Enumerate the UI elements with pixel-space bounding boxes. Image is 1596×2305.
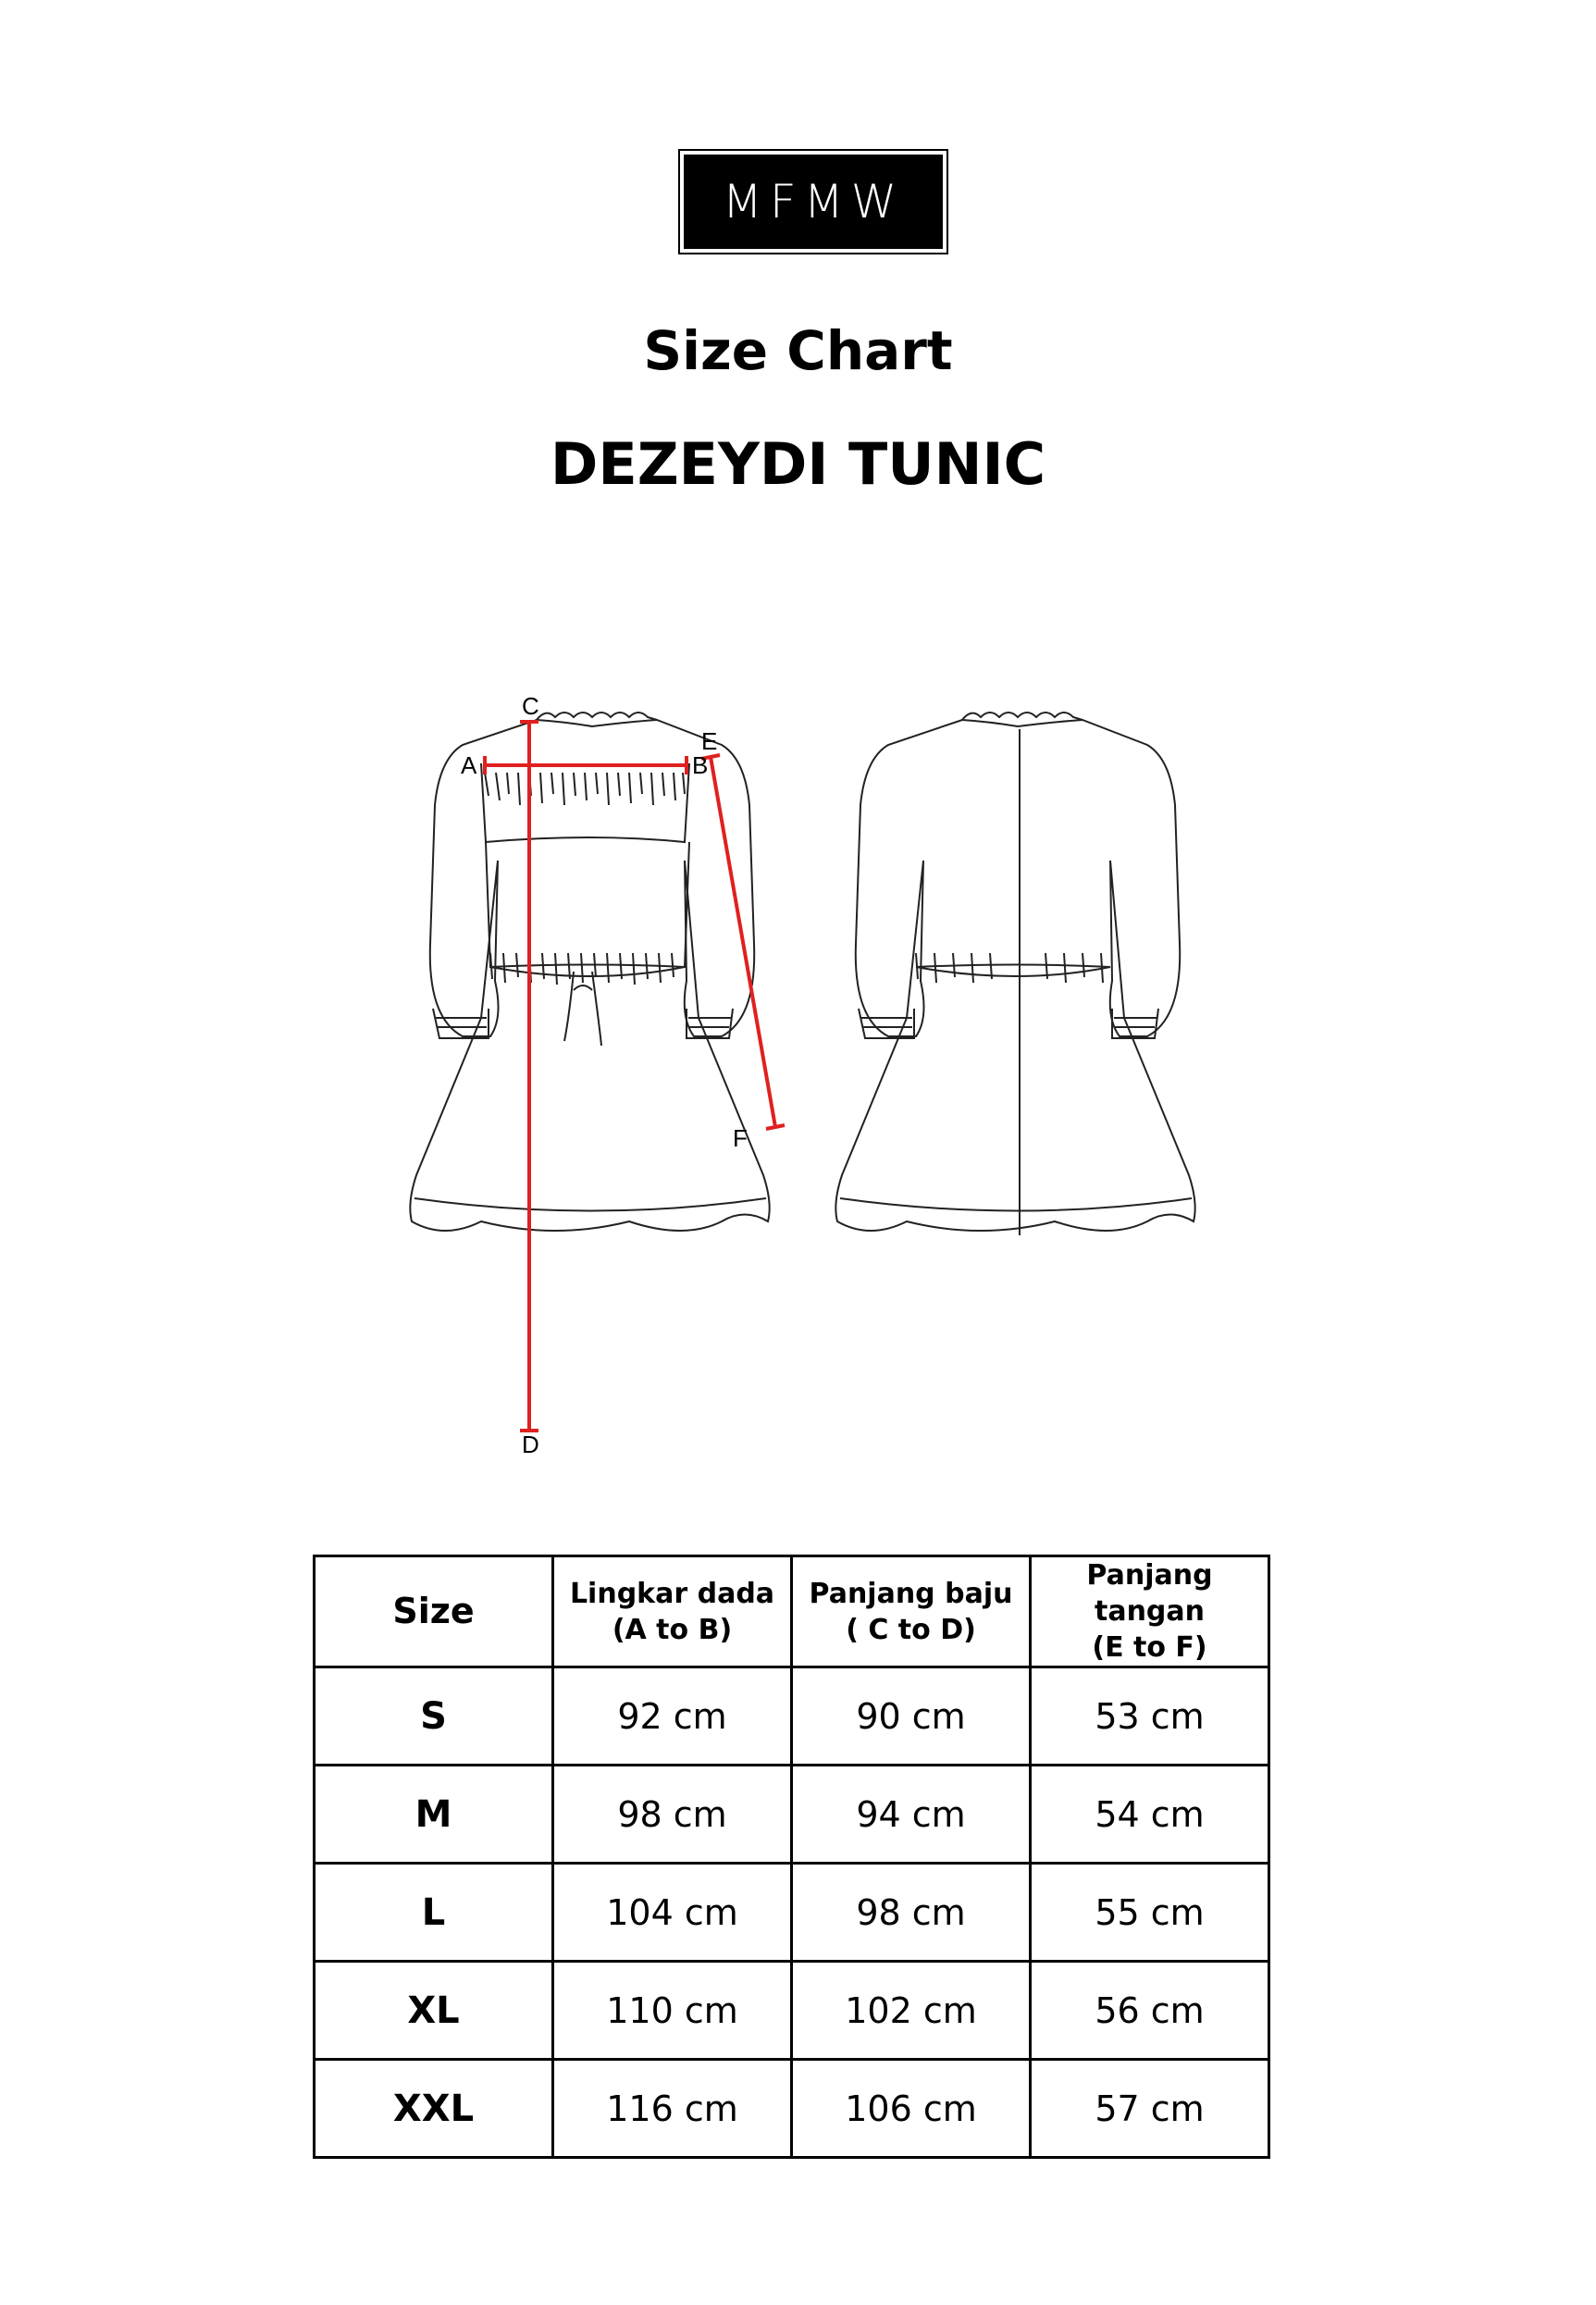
sleeve-cell: 53 cm: [1031, 1667, 1269, 1766]
header-sleeve-range: (E to F): [1092, 1631, 1207, 1664]
label-b: B: [692, 751, 709, 779]
chest-cell: 110 cm: [553, 1962, 792, 2060]
measurement-lines: [485, 722, 785, 1431]
logo-box: [684, 155, 943, 249]
logo-text: MFMW: [722, 175, 905, 229]
brand-logo: [678, 149, 948, 254]
measure-tick-f: [766, 1125, 785, 1129]
page-title: Size Chart: [643, 319, 953, 382]
size-table: [313, 1555, 1270, 2159]
label-f: F: [733, 1124, 748, 1152]
sleeve-cell: 55 cm: [1031, 1864, 1269, 1962]
chest-cell: 92 cm: [553, 1667, 792, 1766]
size-cell: XXL: [315, 2060, 553, 2158]
header-sleeve: [1031, 1556, 1269, 1667]
length-cell: 98 cm: [792, 1864, 1031, 1962]
table-header-row: [315, 1556, 1269, 1667]
label-e: E: [701, 727, 718, 755]
chest-cell: 98 cm: [553, 1766, 792, 1864]
table-row: [315, 1766, 1269, 1864]
size-cell: M: [315, 1766, 553, 1864]
header-chest: [553, 1556, 792, 1667]
length-cell: 94 cm: [792, 1766, 1031, 1864]
garment-drawing: [389, 685, 1212, 1471]
length-cell: 102 cm: [792, 1962, 1031, 2060]
table-row: [315, 1962, 1269, 2060]
chest-cell: 116 cm: [553, 2060, 792, 2158]
table-row: [315, 1864, 1269, 1962]
product-name: DEZEYDI TUNIC: [550, 430, 1046, 498]
header-sleeve-label: Panjang tangan: [1086, 1559, 1213, 1628]
size-cell: S: [315, 1667, 553, 1766]
size-cell: L: [315, 1864, 553, 1962]
sleeve-cell: 54 cm: [1031, 1766, 1269, 1864]
sleeve-cell: 57 cm: [1031, 2060, 1269, 2158]
table-row: [315, 2060, 1269, 2158]
length-cell: 106 cm: [792, 2060, 1031, 2158]
header-chest-label: Lingkar dada: [569, 1577, 775, 1610]
size-cell: XL: [315, 1962, 553, 2060]
chest-cell: 104 cm: [553, 1864, 792, 1962]
header-size: Size: [315, 1556, 553, 1667]
table-row: [315, 1667, 1269, 1766]
label-c: C: [522, 692, 539, 720]
length-cell: 90 cm: [792, 1667, 1031, 1766]
label-a: A: [461, 751, 477, 779]
header-length-label: Panjang baju: [809, 1577, 1013, 1610]
sleeve-cell: 56 cm: [1031, 1962, 1269, 2060]
header-length: [792, 1556, 1031, 1667]
label-d: D: [522, 1431, 539, 1458]
header-chest-range: (A to B): [612, 1613, 733, 1646]
back-view: [835, 713, 1194, 1235]
header-length-range: ( C to D): [846, 1613, 976, 1646]
